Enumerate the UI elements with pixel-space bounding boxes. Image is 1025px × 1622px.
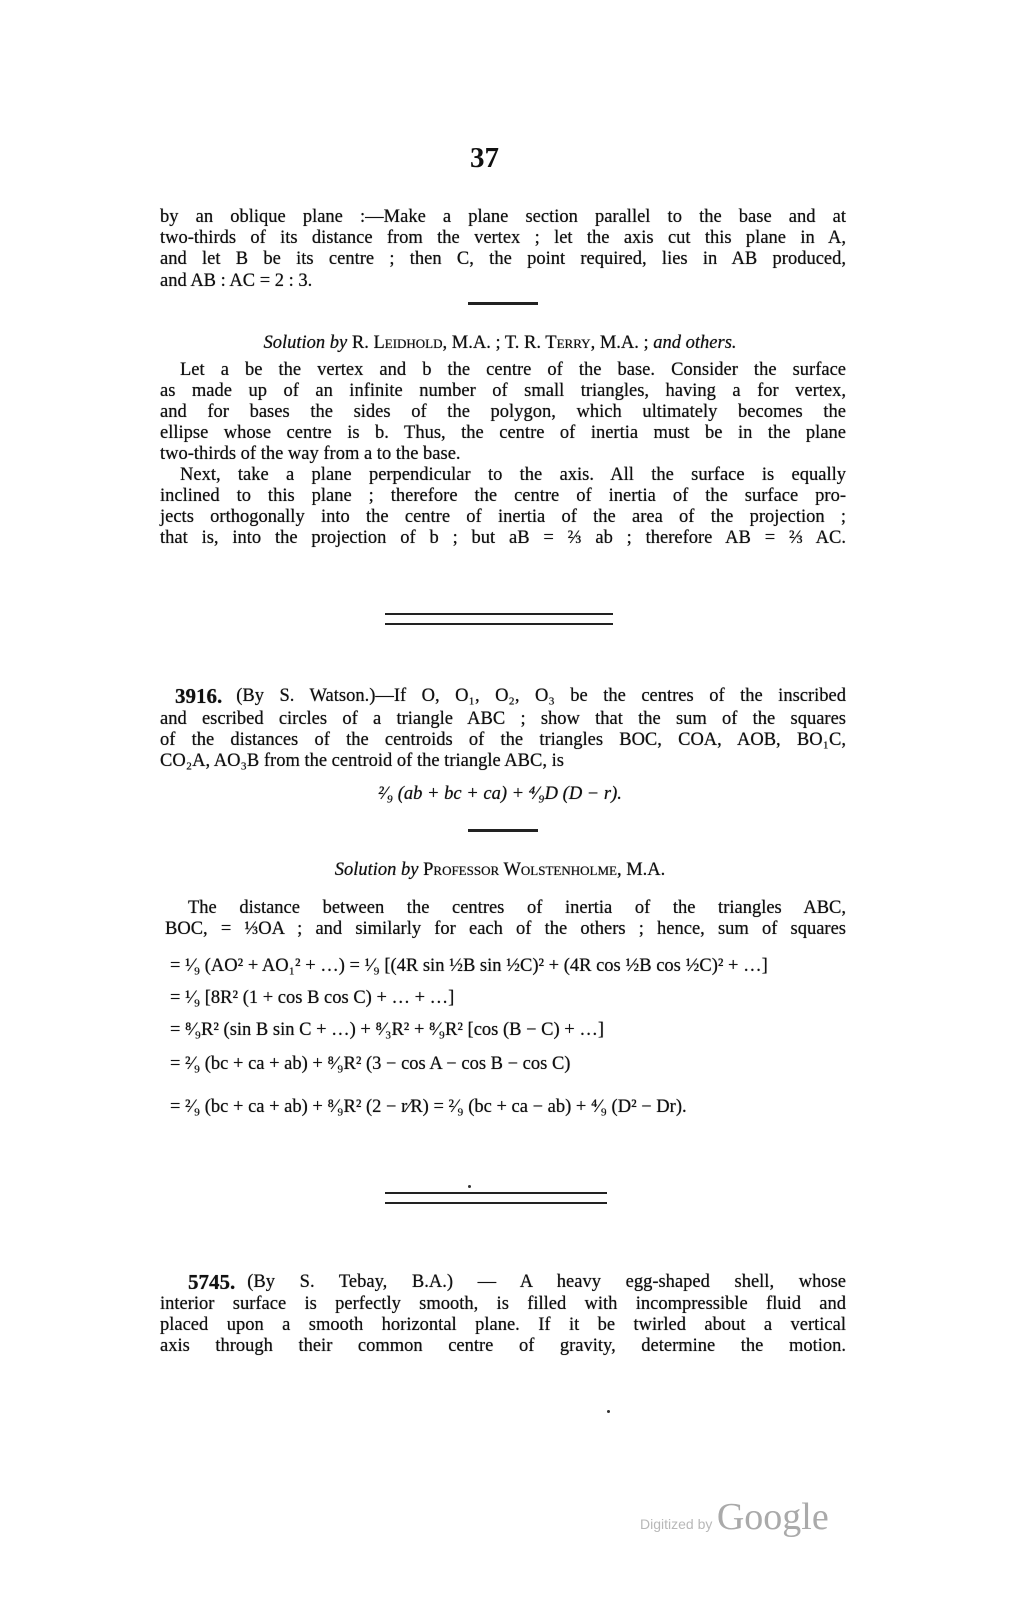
solution2-header <box>0 860 1000 881</box>
question-5745-first-line <box>188 1272 846 1293</box>
solution1-line: that is, into the projection of b ; but aB = ⅔ ab ; therefore AB = ⅔ AC. <box>160 528 846 548</box>
google-logo: Google <box>716 1496 829 1538</box>
section-rule <box>468 302 538 305</box>
print-speck <box>607 1410 610 1413</box>
question-3916-first-line <box>175 686 846 707</box>
intro-line: and AB : AC = 2 : 3. <box>160 271 313 291</box>
solution2-line: BOC, = ⅓OA ; and similarly for each of the others ; hence, sum of squares <box>165 919 846 939</box>
solution-label: Solution by <box>263 333 348 353</box>
solution1-line: as made up of an infinite number of small triangles, having a for vertex, <box>160 381 846 401</box>
intro-line: by an oblique plane :—Make a plane section parallel to the base and at <box>160 207 846 227</box>
question-number: 3916. <box>175 684 223 708</box>
solution1-line: ellipse whose centre is b. Thus, the centre of inertia must be in the plane <box>160 423 846 443</box>
solution-label: Solution by <box>334 860 419 880</box>
question-line: placed upon a smooth horizontal plane. If it be twirled about a vertical <box>160 1315 846 1335</box>
equation-line: = ⁸⁄₉R² (sin B sin C + …) + ⁸⁄₃R² + ⁸⁄₉R² [cos (B − C) + …] <box>170 1020 605 1040</box>
solution1-line: two-thirds of the way from a to the base. <box>160 444 461 464</box>
page-number: 37 <box>470 142 499 174</box>
solution2-line: The distance between the centres of inertia of the triangles ABC, <box>188 898 846 918</box>
solution1-line: Next, take a plane perpendicular to the axis. All the surface is equally <box>180 465 846 485</box>
double-rule <box>385 1192 607 1204</box>
digitized-by-google-watermark <box>640 1495 829 1539</box>
question-line: and escribed circles of a triangle ABC ; show that the sum of the squares <box>160 709 846 729</box>
question-number: 5745. <box>188 1270 236 1294</box>
equation-line: = ²⁄₉ (bc + ca + ab) + ⁸⁄₉R² (2 − r⁄R) = ²⁄₉ (bc + ca − ab) + ⁴⁄₉ (D² − Dr). <box>170 1097 687 1117</box>
solution-authors: Professor Wolstenholme, M.A. <box>423 860 666 880</box>
equation-line: = ¹⁄₉ [8R² (1 + cos B cos C) + … + …] <box>170 988 455 1008</box>
section-rule <box>468 829 538 832</box>
equation-line: = ²⁄₉ (bc + ca + ab) + ⁸⁄₉R² (3 − cos A − cos B − cos C) <box>170 1054 571 1074</box>
question-line: axis through their common centre of gravity, determine the motion. <box>160 1336 846 1356</box>
solution-suffix: and others. <box>653 333 737 353</box>
question-formula: ²⁄₉ (ab + bc + ca) + ⁴⁄₉D (D − r). <box>378 784 622 804</box>
print-speck <box>468 1185 471 1188</box>
intro-line: and let B be its centre ; then C, the point required, lies in AB produced, <box>160 249 846 269</box>
question-line: CO₂A, AO₃B from the centroid of the triangle ABC, is <box>160 751 564 771</box>
solution1-line: jects orthogonally into the centre of inertia of the area of the projection ; <box>160 507 846 527</box>
solution-authors: R. Leidhold, M.A. ; T. R. Terry, M.A. ; <box>351 333 649 353</box>
solution1-line: and for bases the sides of the polygon, which ultimately becomes the <box>160 402 846 422</box>
solution1-line: inclined to this plane ; therefore the centre of inertia of the surface pro- <box>160 486 846 506</box>
intro-line: two-thirds of its distance from the vertex ; let the axis cut this plane in A, <box>160 228 846 248</box>
question-line: of the distances of the centroids of the triangles BOC, COA, AOB, BO₁C, <box>160 730 846 750</box>
equation-line: = ¹⁄₉ (AO² + AO₁² + …) = ¹⁄₉ [(4R sin ½B sin ½C)² + (4R cos ½B cos ½C)² + …] <box>170 956 768 976</box>
watermark-prefix: Digitized by <box>640 1516 713 1532</box>
solution1-header <box>0 333 1000 354</box>
solution1-line: Let a be the vertex and b the centre of the base. Consider the surface <box>180 360 846 380</box>
question-line: interior surface is perfectly smooth, is filled with incompressible fluid and <box>160 1294 846 1314</box>
question-line: (By S. Watson.)—If O, O₁, O₂, O₃ be the centres of the inscribed <box>236 686 846 706</box>
question-line: (By S. Tebay, B.A.) — A heavy egg-shaped shell, whose <box>247 1272 846 1292</box>
double-rule <box>385 613 613 625</box>
